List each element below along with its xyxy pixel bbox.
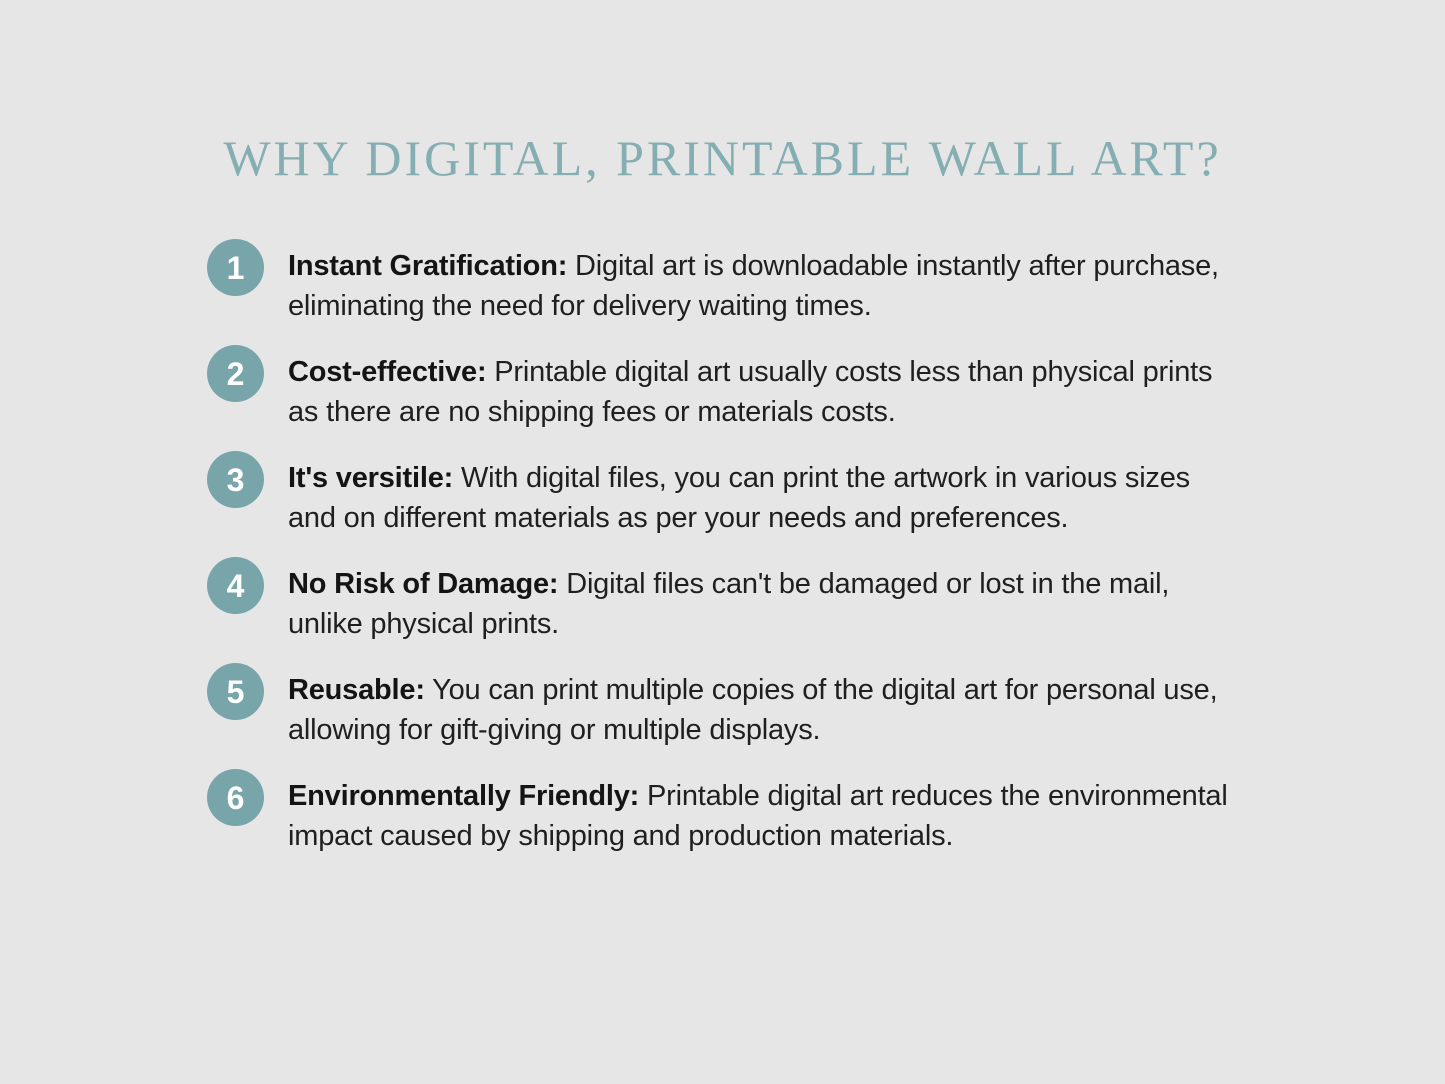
- list-item: [207, 564, 1267, 644]
- item-lead-text: Cost-effective:: [288, 356, 487, 388]
- benefits-list: [207, 246, 1267, 882]
- item-text: [288, 670, 1228, 750]
- item-body-text: Printable digital art usually costs less than physical prints as there are no shipping fees or materials costs.: [288, 356, 1213, 428]
- item-text: [288, 246, 1228, 326]
- item-number-badge: 1: [207, 239, 264, 296]
- item-number-badge: 5: [207, 663, 264, 720]
- item-body-text: With digital files, you can print the artwork in various sizes and on different materials as per your needs and preferences.: [288, 462, 1190, 534]
- item-number-badge: 4: [207, 557, 264, 614]
- item-body-text: Digital art is downloadable instantly after purchase, eliminating the need for delivery waiting times.: [288, 250, 1219, 322]
- item-lead-text: No Risk of Damage:: [288, 568, 559, 600]
- list-item: [207, 776, 1267, 856]
- item-number-badge: 2: [207, 345, 264, 402]
- item-text: [288, 458, 1228, 538]
- list-item: [207, 246, 1267, 326]
- list-item: [207, 458, 1267, 538]
- list-item: [207, 670, 1267, 750]
- item-body-text: Printable digital art reduces the environmental impact caused by shipping and production materials.: [288, 780, 1228, 852]
- item-text: [288, 352, 1228, 432]
- item-number-badge: 6: [207, 769, 264, 826]
- item-text: [288, 776, 1228, 856]
- item-text: [288, 564, 1228, 644]
- item-lead-text: Instant Gratification:: [288, 250, 568, 282]
- page-title: WHY DIGITAL, PRINTABLE WALL ART?: [223, 130, 1222, 186]
- item-body-text: You can print multiple copies of the digital art for personal use, allowing for gift-giving or multiple displays.: [288, 674, 1218, 746]
- item-lead-text: It's versitile:: [288, 462, 454, 494]
- item-body-text: Digital files can't be damaged or lost in the mail, unlike physical prints.: [288, 568, 1170, 640]
- item-lead-text: Environmentally Friendly:: [288, 780, 640, 812]
- list-item: [207, 352, 1267, 432]
- item-number-badge: 3: [207, 451, 264, 508]
- item-lead-text: Reusable:: [288, 674, 425, 706]
